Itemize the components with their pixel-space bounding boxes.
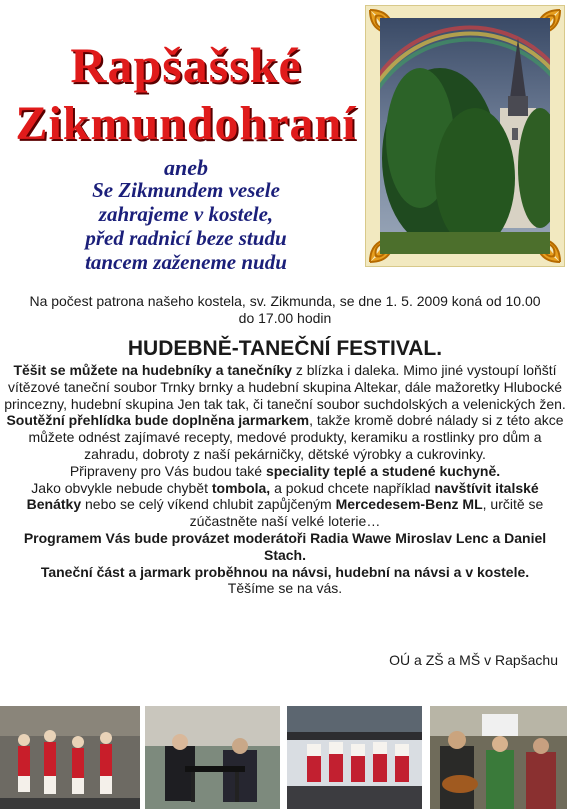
bold-text: tombola,	[211, 479, 271, 496]
paragraph-market	[4, 412, 566, 462]
folk-dancers-photo	[287, 706, 422, 809]
text: , takže kromě dobré nálady si z této akce můžete odnést zajímavé recepty, medové produkty, keramiku a rostlinky pro dům a zahradu, dobroty z naší pekárničky, dětské výrobky a cukrovinky.	[28, 412, 564, 462]
church-photo-frame	[365, 5, 565, 267]
paragraph-tombola	[4, 480, 566, 530]
text: nebo se celý víkend chlubit zapůjčeným	[81, 496, 336, 513]
main-text	[4, 362, 566, 597]
aneb-subtitle: aneb	[164, 155, 208, 180]
text: Připraveny pro Vás budou také	[69, 462, 266, 479]
poem-line: tancem zaženeme nudu	[85, 250, 287, 274]
bold-text: navštívit italské Benátky	[26, 479, 539, 513]
text: , určitě se zúčastněte naší velké loterie…	[189, 496, 544, 530]
signature: OÚ a ZŠ a MŠ v Rapšachu	[389, 652, 558, 668]
poem-line: Se Zikmundem vesele	[92, 178, 280, 202]
paragraph-venue	[4, 564, 566, 581]
text: z blízka i daleka. Mimo jiné vystoupí loňští vítězové taneční soubor Trnky brnky a hudební skupina Altekar, dále mažoretky Hlubocké princezny, hudební skupina Jen tak tak, či taneční soubor suchdolských a velenických žen.	[4, 362, 566, 412]
festival-title: HUDEBNĚ-TANEČNÍ FESTIVAL.	[127, 337, 443, 360]
photo-strip	[0, 706, 570, 809]
intro-line: Na počest patrona našeho kostela, sv. Zikmunda, se dne 1. 5. 2009 koná od 10.00	[29, 293, 541, 309]
poem-line: před radnicí beze studu	[85, 226, 287, 250]
paragraph-hosts	[4, 530, 566, 564]
bold-text: speciality teplé a studené kuchyně.	[265, 462, 501, 479]
intro-line: do 17.00 hodin	[238, 310, 332, 326]
poem	[0, 178, 372, 274]
paragraph-performers	[4, 362, 566, 412]
text: Jako obvykle nebude chybět	[31, 479, 212, 496]
music-duo-photo	[145, 706, 280, 809]
intro-text	[4, 293, 566, 327]
bold-text: Těšit se můžete na hudebníky a tanečníky	[13, 362, 292, 378]
title-line-1: Rapšašské	[70, 37, 302, 93]
church-photo	[380, 18, 550, 254]
bold-text: Programem Vás bude provázet moderátoři Radia Wawe Miroslav Lenc a Daniel Stach.	[23, 529, 547, 563]
paragraph-food	[4, 463, 566, 480]
majorettes-photo	[0, 706, 140, 809]
poem-line: zahrajeme v kostele,	[98, 202, 274, 226]
paragraph-closing: Těšíme se na vás.	[227, 580, 343, 597]
text: a pokud chcete například	[270, 479, 435, 496]
bold-text: Soutěžní přehlídka bude doplněna jarmarkem	[6, 412, 310, 429]
band-photo	[430, 706, 567, 809]
title-line-2: Zikmundohraní	[15, 97, 357, 150]
bold-text: Taneční část a jarmark proběhnou na návsi, hudební na návsi a v kostele.	[40, 563, 530, 580]
bold-text: Mercedesem-Benz ML	[335, 496, 483, 513]
